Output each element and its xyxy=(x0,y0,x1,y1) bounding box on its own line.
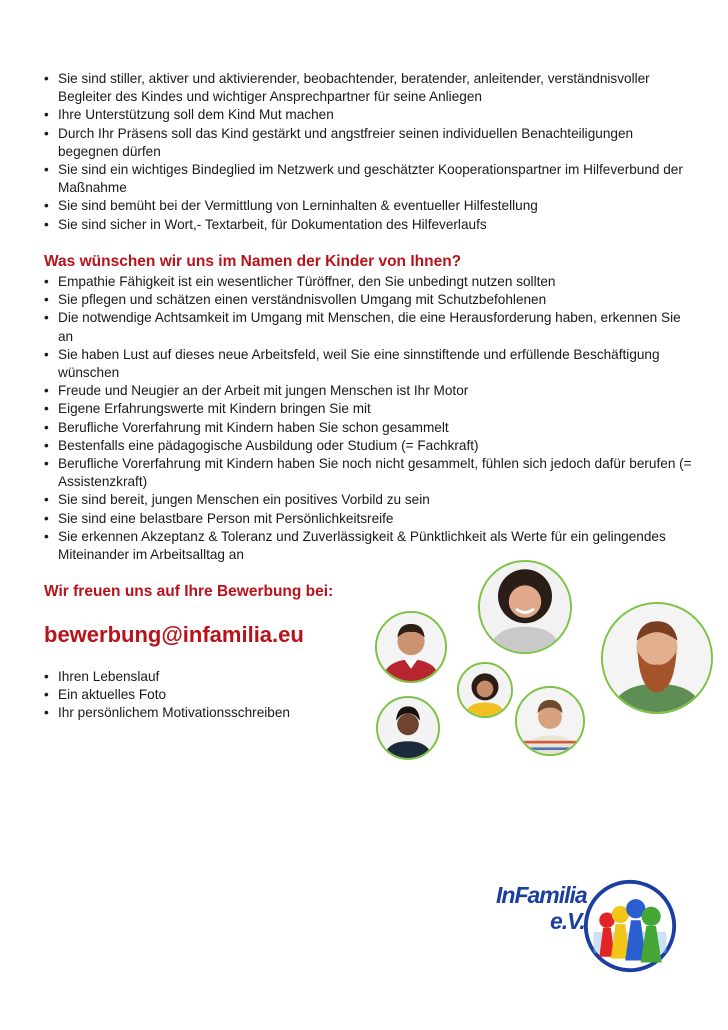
documents-list xyxy=(44,668,374,723)
section-heading-wishes: Was wünschen wir uns im Namen der Kinder von Ihnen? xyxy=(44,253,462,270)
list-item: • Sie pflegen und schätzen einen verständnisvollen Umgang mit Schutzbefohlenen xyxy=(44,291,694,309)
list-item: • Ihre Unterstützung soll dem Kind Mut machen xyxy=(44,106,694,124)
section-heading-application: Wir freuen uns auf Ihre Bewerbung bei: xyxy=(44,583,334,600)
list-item: • Eigene Erfahrungswerte mit Kindern bringen Sie mit xyxy=(44,400,694,418)
list-item: • Durch Ihr Präsens soll das Kind gestärkt und angstfreier seinen individuellen Benachteiligungen begegnen dürfen xyxy=(44,125,694,161)
list-item: • Sie sind sicher in Wort,- Textarbeit, für Dokumentation des Hilfeverlaufs xyxy=(44,216,694,234)
wishes-list xyxy=(44,273,694,564)
list-item: • Die notwendige Achtsamkeit im Umgang mit Menschen, die eine Herausforderung haben, erkennen Sie an xyxy=(44,309,694,345)
list-item: • Empathie Fähigkeit ist ein wesentlicher Türöffner, den Sie unbedingt nutzen sollten xyxy=(44,273,694,291)
list-item: • Berufliche Vorerfahrung mit Kindern haben Sie schon gesammelt xyxy=(44,419,694,437)
photo-man-red-shirt xyxy=(375,611,447,683)
task-list xyxy=(44,70,694,234)
list-item: • Sie sind eine belastbare Person mit Persönlichkeitsreife xyxy=(44,510,694,528)
list-item: • Sie sind ein wichtiges Bindeglied im Netzwerk und geschätzter Kooperationspartner im Hilfeverbund der Maßnahme xyxy=(44,161,694,197)
logo-name: InFamilia xyxy=(496,882,587,908)
logo-suffix: e.V. xyxy=(550,908,585,934)
email-link[interactable]: bewerbung@infamilia.eu xyxy=(44,622,304,647)
game-pieces-icon xyxy=(582,878,678,974)
list-item: • Sie sind stiller, aktiver und aktivierender, beobachtender, beratender, anleitender, verständnisvoller Begleiter des Kindes und wichtiger Ansprechpartner für seine Anliegen xyxy=(44,70,694,106)
photo-man-beard xyxy=(601,602,713,714)
photo-girl-yellow xyxy=(457,662,513,718)
list-item: • Sie erkennen Akzeptanz & Toleranz und Zuverlässigkeit & Pünktlichkeit als Werte für ein gelingendes Miteinander im Arbeitsalltag an xyxy=(44,528,694,564)
list-item: • Bestenfalls eine pädagogische Ausbildung oder Studium (= Fachkraft) xyxy=(44,437,694,455)
list-item: • Freude und Neugier an der Arbeit mit jungen Menschen ist Ihr Motor xyxy=(44,382,694,400)
list-item: • Ihr persönlichem Motivationsschreiben xyxy=(44,704,374,722)
photo-man-dark-sweater xyxy=(376,696,440,760)
list-item: • Ihren Lebenslauf xyxy=(44,668,374,686)
list-item: • Berufliche Vorerfahrung mit Kindern haben Sie noch nicht gesammelt, fühlen sich jedoch dafür berufen (= Assistenzkraft) xyxy=(44,455,694,491)
list-item: • Sie haben Lust auf dieses neue Arbeitsfeld, weil Sie eine sinnstiftende und erfüllende Beschäftigung wünschen xyxy=(44,346,694,382)
list-item: • Ein aktuelles Foto xyxy=(44,686,374,704)
list-item: • Sie sind bemüht bei der Vermittlung von Lerninhalten & eventueller Hilfestellung xyxy=(44,197,694,215)
list-item: • Sie sind bereit, jungen Menschen ein positives Vorbild zu sein xyxy=(44,491,694,509)
photo-woman-curly-hair xyxy=(478,560,572,654)
infamilia-logo xyxy=(490,868,690,978)
photo-man-striped-shirt xyxy=(515,686,585,756)
